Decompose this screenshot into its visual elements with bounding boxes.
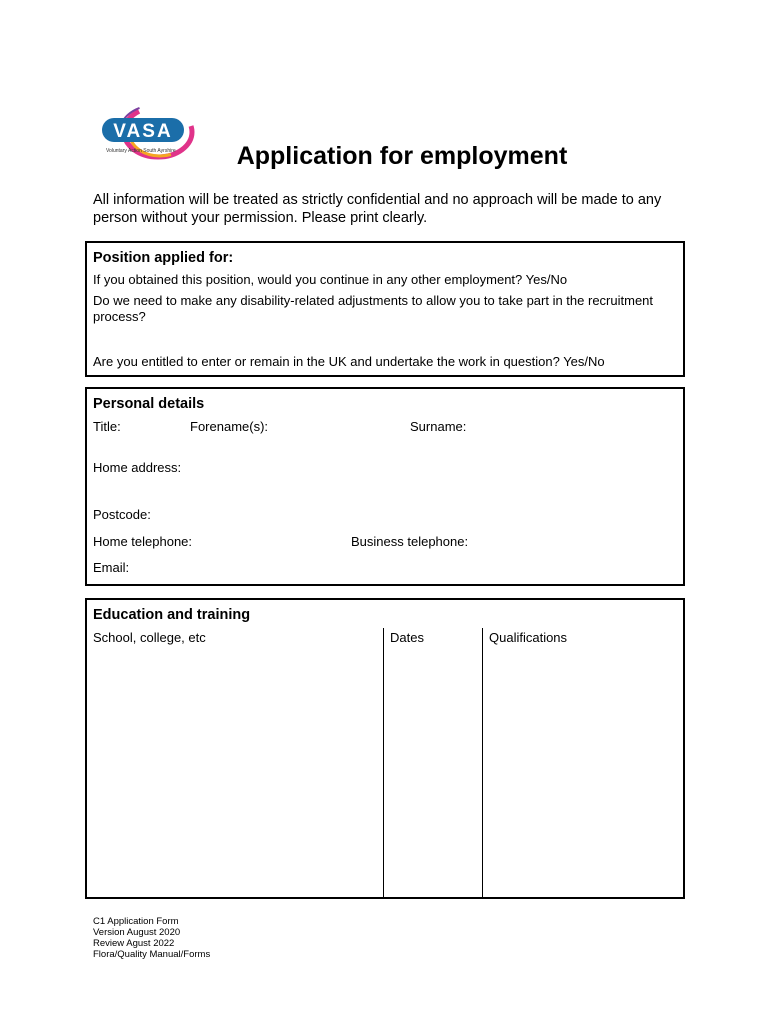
svg-text:Voluntary Action South Ayrshir: Voluntary Action South Ayrshire bbox=[106, 148, 176, 154]
education-section bbox=[85, 598, 685, 899]
document-footer bbox=[93, 916, 210, 960]
position-heading: Position applied for: bbox=[93, 250, 234, 266]
page-title: Application for employment bbox=[236, 142, 568, 170]
dates-column-header: Dates bbox=[390, 630, 424, 645]
footer-line: C1 Application Form bbox=[93, 916, 179, 927]
adjustments-question: Do we need to make any disability-related adjustments to allow you to take part in the recruitment process? bbox=[93, 293, 654, 324]
postcode-field-label: Postcode: bbox=[93, 507, 151, 522]
position-section bbox=[85, 241, 685, 377]
footer-line: Flora/Quality Manual/Forms bbox=[93, 949, 211, 960]
svg-text:VASA: VASA bbox=[113, 121, 173, 142]
business-telephone-field-label: Business telephone: bbox=[351, 534, 469, 549]
personal-details-section bbox=[85, 387, 685, 586]
footer-line: Review Agust 2022 bbox=[93, 938, 175, 949]
column-divider bbox=[383, 628, 384, 897]
home-telephone-field-label: Home telephone: bbox=[93, 534, 193, 549]
home-address-field-label: Home address: bbox=[93, 460, 182, 475]
column-divider bbox=[482, 628, 483, 897]
other-employment-question: If you obtained this position, would you continue in any other employment? Yes/No bbox=[93, 272, 568, 287]
school-column-header: School, college, etc bbox=[93, 630, 206, 645]
personal-details-heading: Personal details bbox=[93, 396, 205, 412]
forename-field-label: Forename(s): bbox=[190, 419, 269, 434]
email-field-label: Email: bbox=[93, 560, 130, 575]
surname-field-label: Surname: bbox=[410, 419, 467, 434]
title-field-label: Title: bbox=[93, 419, 121, 434]
qualifications-column-header: Qualifications bbox=[489, 630, 568, 645]
footer-line: Version August 2020 bbox=[93, 927, 181, 938]
education-heading: Education and training bbox=[93, 607, 251, 623]
entitlement-question: Are you entitled to enter or remain in the UK and undertake the work in question? Yes/No bbox=[93, 354, 605, 369]
intro-text: All information will be treated as strictly confidential and no approach will be made to any person without your permission. Please print clearly. bbox=[93, 192, 662, 226]
